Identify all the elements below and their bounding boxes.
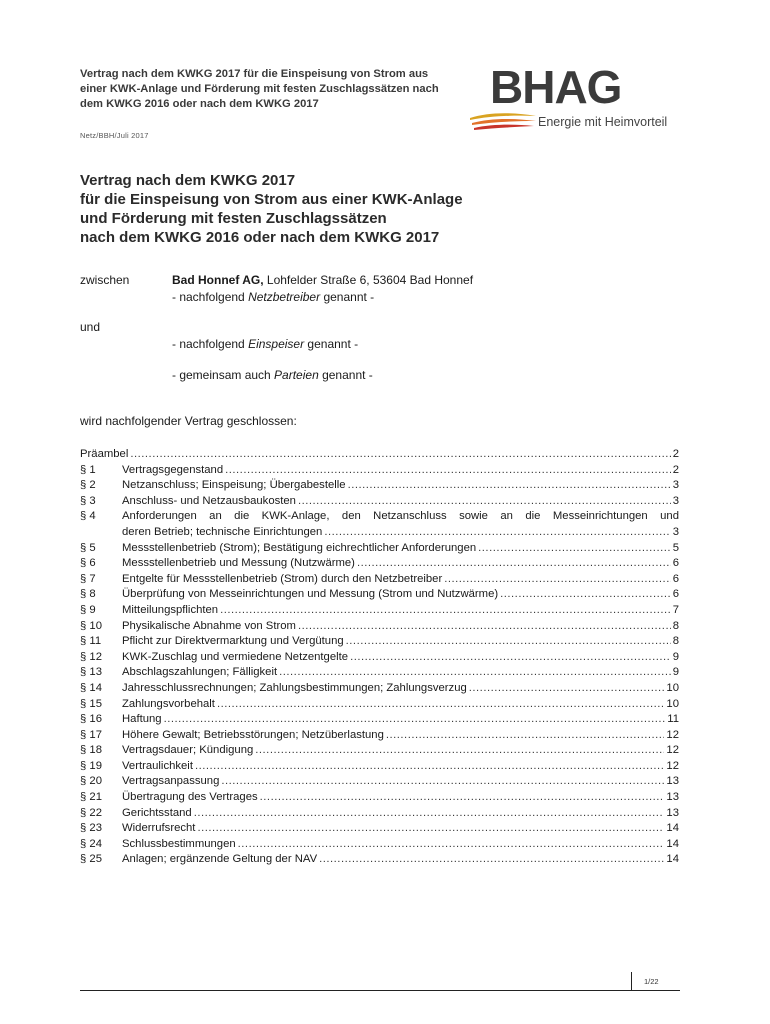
title-line-1: Vertrag nach dem KWKG 2017 xyxy=(80,172,296,189)
toc-entry-number: § 16 xyxy=(80,713,102,726)
toc-entry-number: § 11 xyxy=(80,635,102,648)
toc-entry-number: § 3 xyxy=(80,494,96,507)
toc-entry-page: 7 xyxy=(672,603,679,616)
toc-entry-body xyxy=(80,447,679,463)
toc-entry-body xyxy=(122,697,679,713)
toc-entry-page: 12 xyxy=(666,759,679,772)
toc-entry-body xyxy=(122,619,679,635)
toc-leader-dots xyxy=(298,619,671,635)
toc-entry[interactable] xyxy=(80,541,679,557)
toc-entry-number: § 9 xyxy=(80,603,96,616)
toc-entry-page: 11 xyxy=(667,713,679,726)
toc-entry-page: 14 xyxy=(666,837,679,850)
toc-entry-body xyxy=(122,634,679,650)
toc-entry-title: Übertragung des Vertrages xyxy=(122,791,258,804)
toc-leader-dots xyxy=(225,463,671,479)
toc-leader-dots xyxy=(238,837,665,853)
toc-entry[interactable] xyxy=(80,697,679,713)
toc-entry-title-line2 xyxy=(122,525,679,541)
toc-entry-title: Haftung xyxy=(122,713,162,726)
toc-entry-title: Vertragsanpassung xyxy=(122,775,220,788)
toc-leader-dots xyxy=(130,447,670,463)
toc-entry-page: 13 xyxy=(666,791,679,804)
toc-entry[interactable] xyxy=(80,712,679,728)
toc-entry-page: 10 xyxy=(666,697,679,710)
toc-entry-body xyxy=(122,790,679,806)
toc-entry-body xyxy=(122,681,679,697)
header-title: Vertrag nach dem KWKG 2017 für die Einspeisung von Strom aus einer KWK-Anlage und Förderung mit festen Zuschlagssätzen nach dem KWKG 2016 oder nach dem KWKG 2017 xyxy=(80,68,439,110)
joint-prefix: - gemeinsam auch xyxy=(172,368,275,382)
toc-leader-dots xyxy=(260,790,665,806)
toc-entry-title: Physikalische Abnahme von Strom xyxy=(122,619,296,632)
feeder-role: Einspeiser xyxy=(248,337,305,351)
toc-entry-title: Höhere Gewalt; Betriebsstörungen; Netzüberlastung xyxy=(122,728,384,741)
toc-entry-title: Netzanschluss; Einspeisung; Übergabestelle xyxy=(122,479,346,492)
toc-entry-title: Jahresschlussrechnungen; Zahlungsbestimmungen; Zahlungsverzug xyxy=(122,681,467,694)
toc-entry[interactable] xyxy=(80,587,679,603)
table-of-contents xyxy=(80,447,679,868)
toc-entry[interactable] xyxy=(80,572,679,588)
joint-role: Parteien xyxy=(274,368,319,382)
toc-entry-title: Messstellenbetrieb und Messung (Nutzwärme) xyxy=(122,557,355,570)
toc-entry[interactable] xyxy=(80,790,679,806)
toc-leader-dots xyxy=(221,774,664,790)
title-line-2: für die Einspeisung von Strom aus einer KWK-Anlage xyxy=(80,191,463,208)
operator-role: Netzbetreiber xyxy=(248,290,321,304)
toc-entry-page: 13 xyxy=(666,806,679,819)
toc-entry[interactable] xyxy=(80,494,679,510)
toc-entry-title: Messstellenbetrieb (Strom); Bestätigung eichrechtlicher Anforderungen xyxy=(122,541,477,554)
toc-entry-number: § 24 xyxy=(80,837,102,850)
toc-entry-number: § 6 xyxy=(80,557,96,570)
toc-entry[interactable] xyxy=(80,447,679,463)
toc-leader-dots xyxy=(346,634,671,650)
toc-entry-number: § 15 xyxy=(80,697,102,710)
toc-leader-dots xyxy=(164,712,666,728)
toc-entry[interactable] xyxy=(80,806,679,822)
toc-entry-page: 2 xyxy=(672,448,679,460)
toc-leader-dots xyxy=(357,556,671,572)
toc-entry-body xyxy=(122,665,679,681)
toc-entry-body xyxy=(122,821,679,837)
toc-entry-title: Schlussbestimmungen xyxy=(122,837,236,850)
logo-tagline: Energie mit Heimvorteil xyxy=(538,115,668,129)
toc-entry-title: Anlagen; ergänzende Geltung der NAV xyxy=(122,853,318,866)
toc-entry-number: § 21 xyxy=(80,791,102,804)
toc-entry-title-line1: Anforderungen an die KWK-Anlage, den Netzanschluss sowie an die Messeinrichtungen und xyxy=(122,510,679,523)
intro-sentence: wird nachfolgender Vertrag geschlossen: xyxy=(80,414,297,428)
toc-entry[interactable] xyxy=(80,463,679,479)
toc-leader-dots xyxy=(444,572,670,588)
operator-suffix: genannt - xyxy=(320,290,375,304)
toc-entry-number: § 2 xyxy=(80,479,96,492)
toc-entry[interactable] xyxy=(80,837,679,853)
toc-entry[interactable] xyxy=(80,509,679,540)
toc-entry-number: § 10 xyxy=(80,619,102,632)
toc-entry-page: 2 xyxy=(672,463,679,476)
company-logo xyxy=(468,61,678,134)
toc-leader-dots xyxy=(478,541,671,557)
toc-leader-dots xyxy=(469,681,665,697)
toc-entry-body xyxy=(122,494,679,510)
toc-entry-body xyxy=(122,759,679,775)
operator-address: Lohfelder Straße 6, 53604 Bad Honnef xyxy=(263,273,474,287)
toc-entry[interactable] xyxy=(80,665,679,681)
toc-entry-body xyxy=(122,728,679,744)
feeder-role-line xyxy=(172,336,358,352)
operator-prefix: - nachfolgend xyxy=(172,290,249,304)
toc-entry-page: 9 xyxy=(672,650,679,663)
toc-leader-dots xyxy=(255,743,664,759)
toc-entry-page: 14 xyxy=(666,853,679,866)
toc-entry-number: § 22 xyxy=(80,806,102,819)
feeder-prefix: - nachfolgend xyxy=(172,337,249,351)
toc-entry-page: 10 xyxy=(666,681,679,694)
toc-entry-page: 8 xyxy=(672,619,679,632)
toc-entry-body xyxy=(122,572,679,588)
toc-entry-title: Gerichtsstand xyxy=(122,806,192,819)
toc-leader-dots xyxy=(350,650,671,666)
header-reference: Netz/BBH/Juli 2017 xyxy=(80,131,149,140)
toc-entry-number: § 5 xyxy=(80,541,96,554)
toc-entry[interactable] xyxy=(80,556,679,572)
toc-entry-page: 13 xyxy=(666,775,679,788)
logo-wordmark: BHAG xyxy=(490,61,622,113)
toc-entry-page: 6 xyxy=(672,572,679,585)
toc-leader-dots xyxy=(197,821,664,837)
joint-role-line xyxy=(172,367,373,383)
toc-entry-number: § 13 xyxy=(80,666,102,679)
toc-entry-number: § 8 xyxy=(80,588,96,601)
toc-entry-title: Entgelte für Messstellenbetrieb (Strom) durch den Netzbetreiber xyxy=(122,572,443,585)
toc-entry[interactable] xyxy=(80,478,679,494)
toc-entry[interactable] xyxy=(80,681,679,697)
toc-entry[interactable] xyxy=(80,759,679,775)
toc-entry[interactable] xyxy=(80,774,679,790)
toc-entry-body xyxy=(122,650,679,666)
toc-entry-title: Widerrufsrecht xyxy=(122,822,196,835)
toc-leader-dots xyxy=(386,728,665,744)
toc-entry-page: 12 xyxy=(666,744,679,757)
toc-leader-dots xyxy=(195,759,664,775)
operator-role-line xyxy=(172,289,374,305)
toc-entry-title: Präambel xyxy=(80,448,129,460)
toc-leader-dots xyxy=(220,603,671,619)
toc-entry-page: 6 xyxy=(672,588,679,601)
toc-entry-number: § 23 xyxy=(80,822,102,835)
toc-entry-page: 6 xyxy=(672,557,679,570)
logo-swoosh-icon xyxy=(468,110,538,132)
toc-entry-number: § 25 xyxy=(80,853,102,866)
operator-name: Bad Honnef AG, xyxy=(172,273,264,287)
toc-entry-body xyxy=(122,603,679,619)
toc-entry-body xyxy=(122,837,679,853)
toc-entry-page: 3 xyxy=(672,494,679,507)
toc-entry-title: Vertraulichkeit xyxy=(122,759,193,772)
toc-entry-page: 14 xyxy=(666,822,679,835)
title-line-3: und Förderung mit festen Zuschlagssätzen xyxy=(80,210,387,227)
toc-leader-dots xyxy=(319,852,664,868)
toc-entry-page: 9 xyxy=(672,666,679,679)
toc-entry-body xyxy=(122,509,679,540)
toc-entry-body xyxy=(122,556,679,572)
footer-divider-tick xyxy=(631,972,632,991)
toc-entry-title: Anschluss- und Netzausbaukosten xyxy=(122,494,296,507)
toc-entry-body xyxy=(122,541,679,557)
toc-entry-body xyxy=(122,774,679,790)
toc-entry-body xyxy=(122,743,679,759)
toc-entry[interactable] xyxy=(80,821,679,837)
between-label: zwischen xyxy=(80,273,130,287)
toc-entry-body xyxy=(122,806,679,822)
toc-entry-number: § 17 xyxy=(80,728,102,741)
toc-entry-number: § 12 xyxy=(80,650,102,663)
toc-entry-body xyxy=(122,478,679,494)
toc-entry-title: Vertragsdauer; Kündigung xyxy=(122,744,254,757)
toc-entry-body xyxy=(122,463,679,479)
operator-line xyxy=(172,272,473,288)
toc-entry-page: 12 xyxy=(666,728,679,741)
footer-rule xyxy=(80,990,680,991)
toc-entry-number: § 18 xyxy=(80,744,102,757)
toc-entry-body xyxy=(122,852,679,868)
title-line-4: nach dem KWKG 2016 oder nach dem KWKG 2017 xyxy=(80,229,440,246)
toc-entry-number: § 19 xyxy=(80,759,102,772)
toc-entry-page: 8 xyxy=(672,635,679,648)
toc-entry-body xyxy=(122,712,679,728)
toc-entry-title: Überprüfung von Messeinrichtungen und Messung (Strom und Nutzwärme) xyxy=(122,588,499,601)
toc-entry-number: § 7 xyxy=(80,572,96,585)
toc-entry-body xyxy=(122,587,679,603)
toc-entry[interactable] xyxy=(80,619,679,635)
toc-entry[interactable] xyxy=(80,743,679,759)
toc-entry-title: Vertragsgegenstand xyxy=(122,463,224,476)
toc-entry-title: deren Betrieb; technische Einrichtungen xyxy=(122,525,323,538)
toc-entry[interactable] xyxy=(80,728,679,744)
toc-leader-dots xyxy=(194,806,665,822)
toc-entry-number: § 4 xyxy=(80,510,96,523)
toc-leader-dots xyxy=(279,665,671,681)
toc-leader-dots xyxy=(217,697,664,713)
toc-leader-dots xyxy=(298,494,671,510)
toc-entry[interactable] xyxy=(80,852,679,868)
toc-leader-dots xyxy=(348,478,671,494)
feeder-suffix: genannt - xyxy=(304,337,359,351)
toc-entry-page: 3 xyxy=(672,479,679,492)
toc-entry[interactable] xyxy=(80,603,679,619)
toc-entry-title: Zahlungsvorbehalt xyxy=(122,697,215,710)
toc-leader-dots xyxy=(500,587,671,603)
toc-entry[interactable] xyxy=(80,634,679,650)
toc-leader-dots xyxy=(324,525,670,541)
and-label: und xyxy=(80,320,101,334)
toc-entry-page: 3 xyxy=(672,525,679,538)
toc-entry-number: § 1 xyxy=(80,463,96,476)
toc-entry-number: § 14 xyxy=(80,681,102,694)
toc-entry-title: KWK-Zuschlag und vermiedene Netzentgelte xyxy=(122,650,349,663)
page-number: 1/22 xyxy=(644,977,659,986)
toc-entry-title: Abschlagszahlungen; Fälligkeit xyxy=(122,666,278,679)
document-title xyxy=(80,171,680,247)
toc-entry-page: 5 xyxy=(672,541,679,554)
toc-entry-title: Pflicht zur Direktvermarktung und Vergütung xyxy=(122,635,344,648)
toc-entry-number: § 20 xyxy=(80,775,102,788)
toc-entry[interactable] xyxy=(80,650,679,666)
joint-suffix: genannt - xyxy=(318,368,373,382)
toc-entry-title: Mitteilungspflichten xyxy=(122,603,219,616)
